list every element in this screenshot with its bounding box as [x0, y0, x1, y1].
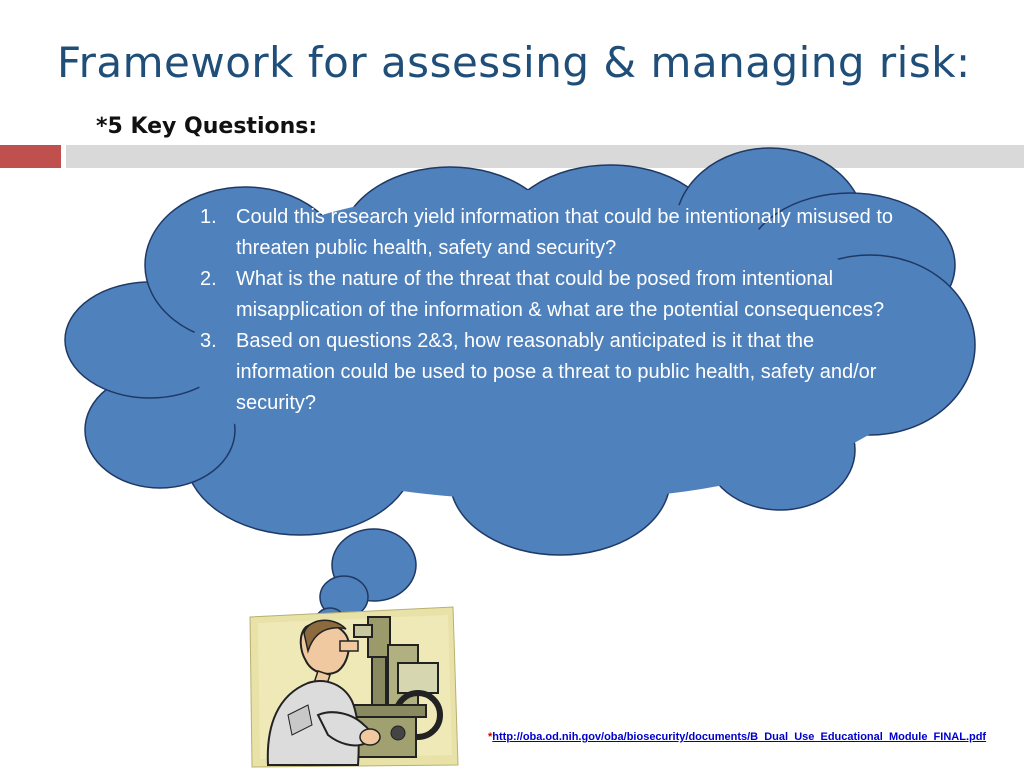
slide-title: Framework for assessing & managing risk:	[57, 38, 971, 87]
reference-footnote	[488, 731, 986, 743]
question-text: Could this research yield information that could be intentionally misused to threaten public health, safety and security?	[236, 206, 894, 259]
question-number: 2.	[200, 268, 217, 290]
question-item	[194, 326, 914, 419]
question-number: 3.	[200, 330, 217, 352]
question-text: Based on questions 2&3, how reasonably anticipated is it that the information could be used to pose a threat to public health, safety and/or security?	[236, 330, 877, 414]
scientist-microscope-clipart	[248, 605, 460, 768]
reference-link[interactable]: http://oba.od.nih.gov/oba/biosecurity/documents/B_Dual_Use_Educational_Module_FINAL.pdf	[492, 731, 987, 743]
question-text: What is the nature of the threat that could be posed from intentional misapplication of the information & what are the potential consequences?	[236, 268, 885, 321]
reference-asterisk: *	[488, 731, 493, 743]
slide-subtitle: *5 Key Questions:	[96, 114, 318, 139]
questions-list	[194, 202, 914, 419]
question-number: 1.	[200, 206, 217, 228]
question-item	[194, 202, 914, 264]
question-item	[194, 264, 914, 326]
